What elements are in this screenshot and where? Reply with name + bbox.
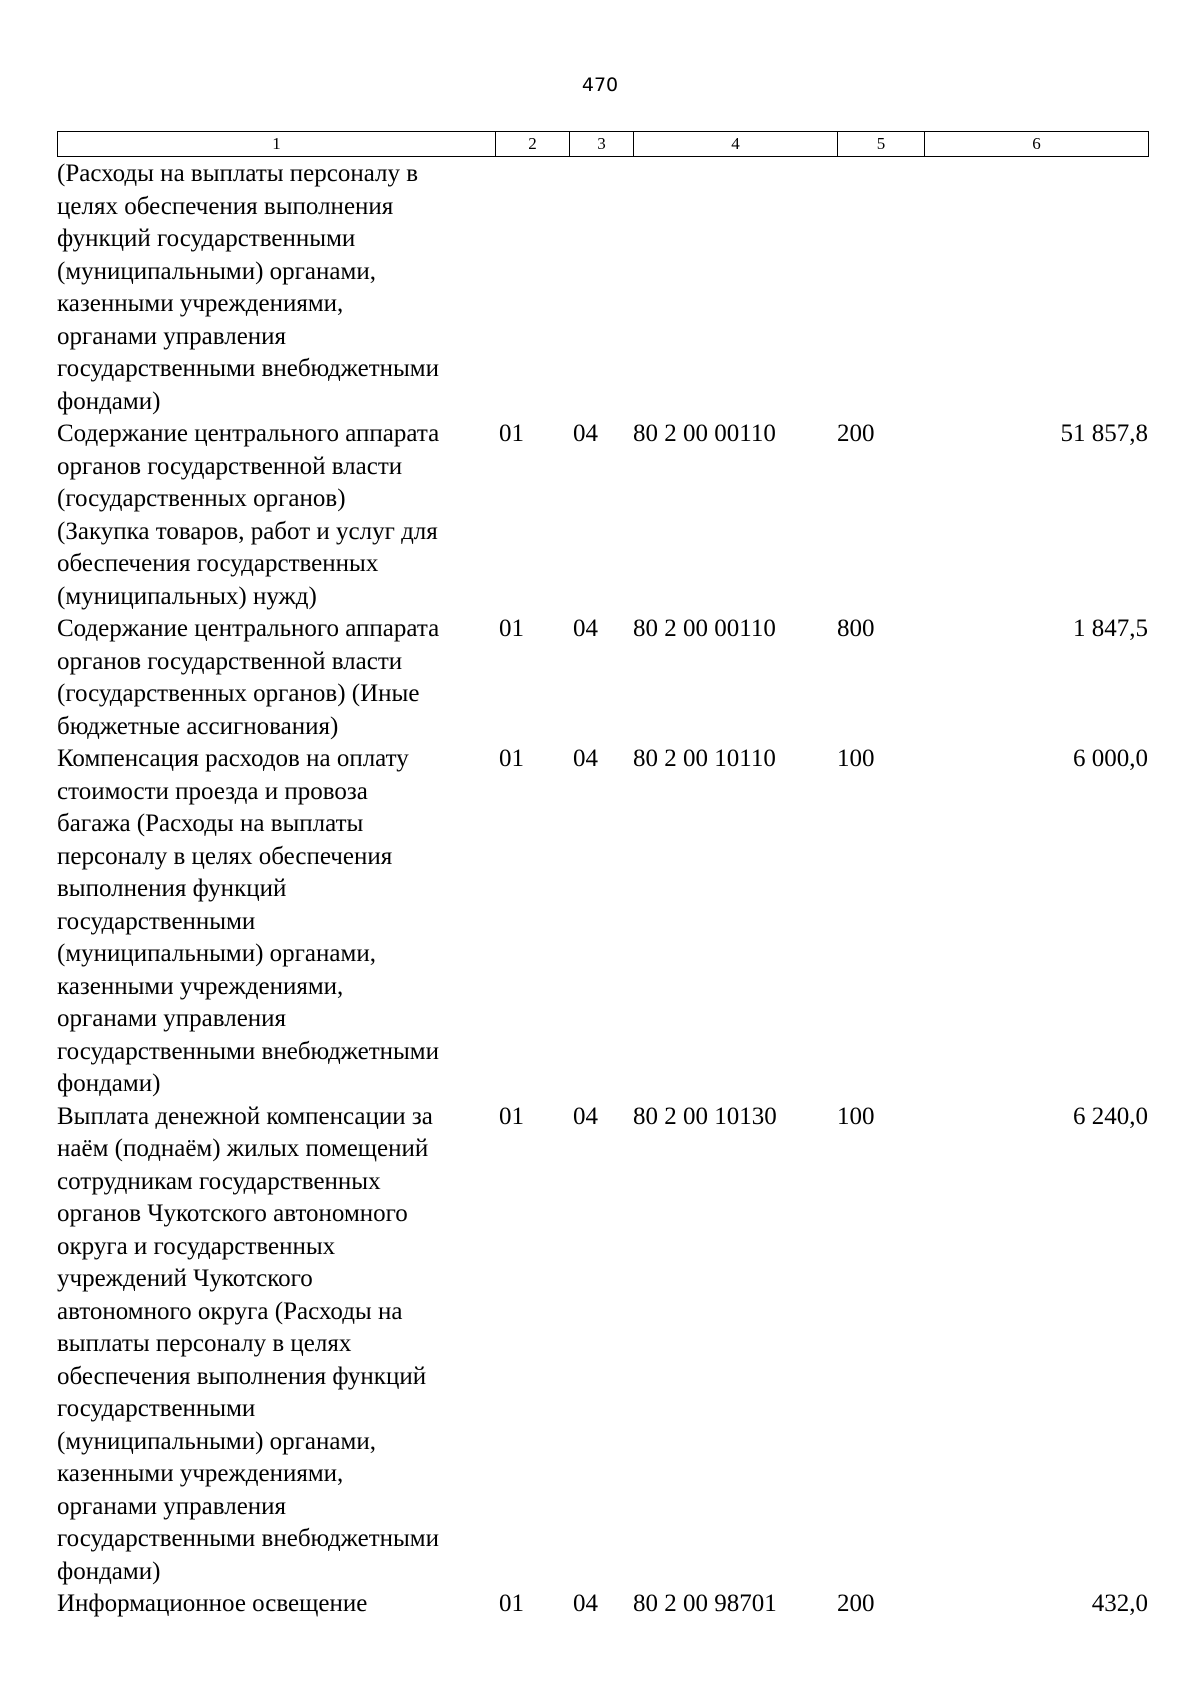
row-section-code: [495, 158, 569, 418]
row-expense-type: 200: [837, 420, 875, 447]
table-row: [57, 743, 1148, 1101]
row-amount: 6 000,0: [1073, 745, 1148, 772]
row-description: Содержание центрального аппарата органов государственной власти (государственных органов) (Иные бюджетные ассигнования): [57, 615, 440, 740]
column-header-2: 2: [496, 132, 570, 157]
row-expense-type: 800: [837, 615, 875, 642]
table-row: [57, 613, 1148, 743]
row-target-article: 80 2 00 10130: [633, 1102, 777, 1130]
row-expense-type: 100: [837, 745, 875, 772]
row-description: (Расходы на выплаты персоналу в целях обеспечения выполнения функций государственными (муниципальными) органами, казенными учреждениями, органами управления государственными внебюджетными фондами): [57, 160, 440, 415]
row-subsection-code: 04: [573, 1102, 598, 1130]
row-subsection-code: 04: [573, 615, 598, 642]
row-section-code: 01: [499, 1102, 524, 1130]
row-description: Информационное освещение: [57, 1590, 368, 1617]
page-number: 470: [581, 74, 619, 96]
row-subsection-code: 04: [573, 1590, 598, 1617]
row-description: Компенсация расходов на оплату стоимости проезда и провоза багажа (Расходы на выплаты персоналу в целях обеспечения выполнения функций государственными (муниципальными) органами, казенными учреждениями, органами управления государственными внебюджетными фондами): [57, 745, 440, 1097]
table-row: [57, 158, 1148, 418]
column-header-3: 3: [570, 132, 634, 157]
table-row: [57, 1588, 1148, 1621]
row-section-code: 01: [499, 1590, 524, 1617]
column-header-5: 5: [838, 132, 925, 157]
row-amount: 432,0: [1091, 1590, 1148, 1617]
row-section-code: 01: [499, 420, 524, 447]
row-target-article: 80 2 00 98701: [633, 1590, 777, 1617]
column-header-row: [58, 132, 1149, 157]
row-target-article: 80 2 00 00110: [633, 420, 776, 447]
row-target-article: [633, 158, 837, 418]
row-subsection-code: 04: [573, 420, 598, 447]
table-row: [57, 418, 1148, 613]
row-target-article: 80 2 00 00110: [633, 615, 776, 642]
row-amount: [924, 158, 1148, 418]
row-expense-type: 200: [837, 1590, 875, 1617]
budget-table: [57, 158, 1148, 1621]
row-amount: 51 857,8: [1060, 420, 1148, 447]
row-subsection-code: [569, 158, 633, 418]
row-description: Выплата денежной компенсации за наём (поднаём) жилых помещений сотрудникам государственных органов Чукотского автономного округа и государственных учреждений Чукотского автономного округа (Расходы на выплаты персоналу в целях обеспечения выполнения функций государственными (муниципальными) органами, казенными учреждениями, органами управления государственными внебюджетными фондами): [57, 1102, 440, 1585]
column-header-6: 6: [925, 132, 1149, 157]
row-section-code: 01: [499, 615, 524, 642]
row-expense-type: 100: [837, 1102, 875, 1130]
row-subsection-code: 04: [573, 745, 598, 772]
column-header-table: [57, 131, 1149, 157]
column-header-1: 1: [58, 132, 496, 157]
column-header-4: 4: [634, 132, 838, 157]
row-amount: 6 240,0: [1073, 1102, 1148, 1130]
table-row: [57, 1101, 1148, 1589]
row-expense-type: [837, 158, 924, 418]
row-section-code: 01: [499, 745, 524, 772]
row-amount: 1 847,5: [1073, 615, 1148, 642]
row-target-article: 80 2 00 10110: [633, 745, 776, 772]
row-description: Содержание центрального аппарата органов государственной власти (государственных органов) (Закупка товаров, работ и услуг для обеспечения государственных (муниципальных) нужд): [57, 420, 440, 610]
